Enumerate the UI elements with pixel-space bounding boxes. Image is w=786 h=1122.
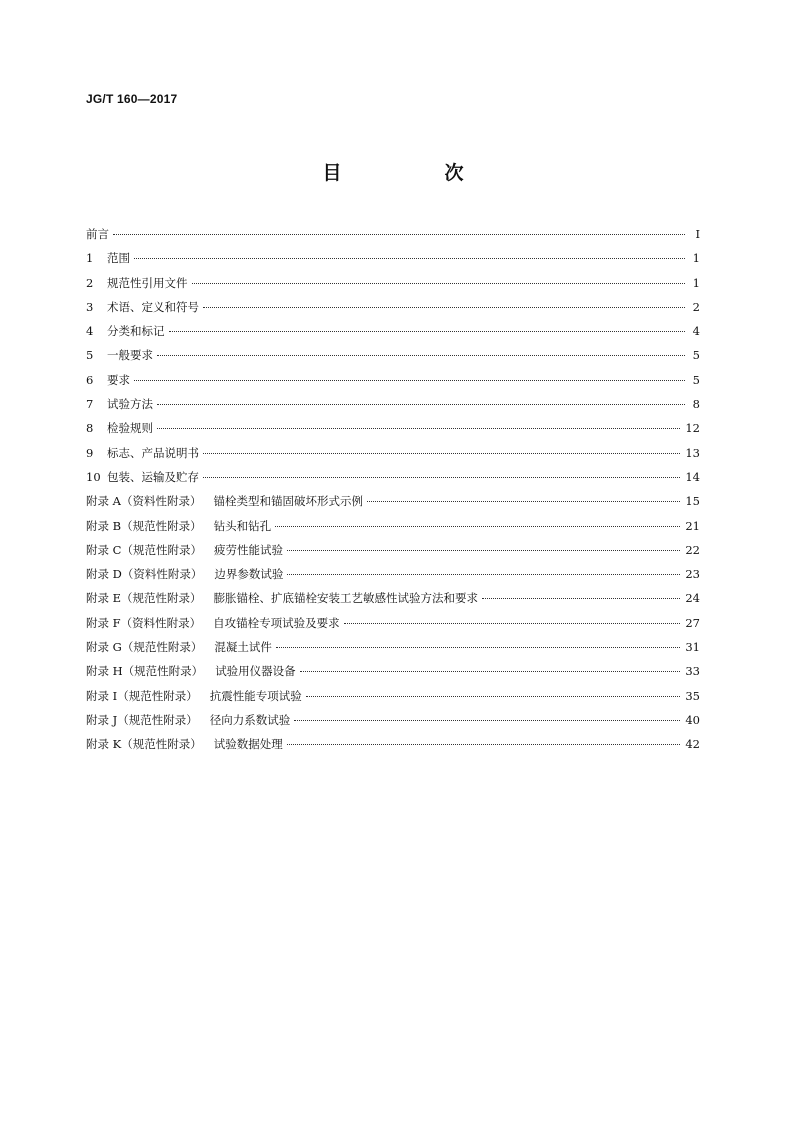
- toc-entry-page-number: 42: [685, 737, 700, 752]
- toc-entry-title: 抗震性能专项试验: [209, 688, 302, 703]
- toc-entry[interactable]: [86, 708, 700, 732]
- toc-dot-leader: [157, 404, 685, 405]
- toc-dot-leader: [134, 258, 685, 259]
- toc-entry-page-number: 24: [685, 591, 700, 606]
- toc-entry-title: 膨胀锚栓、扩底锚栓安装工艺敏感性试验方法和要求: [213, 591, 479, 606]
- toc-entry-title: 边界参数试验: [214, 567, 284, 582]
- toc-entry-title: 包装、运输及贮存: [107, 469, 199, 484]
- toc-entry-appendix-label: 附录 H（规范性附录）: [86, 664, 204, 679]
- toc-entry-page-number: 1: [692, 275, 700, 290]
- toc-entry-title: 试验数据处理: [213, 737, 283, 752]
- toc-entry-title: 术语、定义和符号: [107, 299, 199, 314]
- toc-entry-title: 钻头和钻孔: [213, 518, 272, 533]
- toc-entry-title: 检验规则: [107, 421, 153, 436]
- toc-entry-number: 2: [86, 275, 94, 290]
- toc-entry[interactable]: [86, 562, 700, 586]
- toc-dot-leader: [287, 744, 681, 745]
- toc-entry-page-number: 21: [685, 518, 700, 533]
- toc-entry-title: 锚栓类型和锚固破坏形式示例: [213, 494, 363, 509]
- toc-entry[interactable]: [86, 246, 700, 270]
- toc-entry[interactable]: [86, 635, 700, 659]
- toc-entry-number: 7: [86, 397, 94, 412]
- toc-entry-title: 规范性引用文件: [107, 275, 188, 290]
- toc-entry[interactable]: [86, 416, 700, 440]
- toc-entry-page-number: 14: [685, 469, 700, 484]
- toc-entry-number: 8: [86, 421, 94, 436]
- toc-entry[interactable]: [86, 684, 700, 708]
- toc-entry-page-number: 15: [685, 494, 700, 509]
- toc-entry-number: 10: [86, 469, 101, 484]
- toc-entry-title: 分类和标记: [107, 324, 165, 339]
- toc-entry-title: 自攻锚栓专项试验及要求: [213, 615, 340, 630]
- toc-entry-appendix-label: 附录 K（规范性附录）: [86, 737, 202, 752]
- toc-entry-page-number: 5: [692, 348, 700, 363]
- toc-dot-leader: [113, 234, 685, 235]
- toc-dot-leader: [157, 428, 680, 429]
- toc-entry-page-number: 27: [685, 615, 700, 630]
- toc-entry[interactable]: [86, 441, 700, 465]
- toc-dot-leader: [157, 355, 685, 356]
- toc-entry[interactable]: [86, 586, 700, 610]
- toc-dot-leader: [287, 574, 680, 575]
- toc-entry-page-number: 40: [685, 712, 700, 727]
- toc-entry-title: 范围: [107, 251, 130, 266]
- toc-entry-page-number: 4: [692, 324, 700, 339]
- toc-dot-leader: [344, 623, 681, 624]
- toc-entry-appendix-label: 附录 C（规范性附录）: [86, 542, 202, 557]
- toc-dot-leader: [306, 696, 681, 697]
- toc-entry[interactable]: [86, 343, 700, 367]
- toc-dot-leader: [482, 598, 680, 599]
- toc-entry[interactable]: [86, 295, 700, 319]
- toc-dot-leader: [287, 550, 680, 551]
- toc-entry[interactable]: [86, 538, 700, 562]
- page-title: 目 次: [322, 162, 506, 184]
- toc-entry-page-number: 12: [685, 421, 700, 436]
- toc-entry-title: 一般要求: [107, 348, 153, 363]
- toc-entry-title: 试验方法: [107, 397, 153, 412]
- toc-entry-title: 试验用仪器设备: [215, 664, 296, 679]
- toc-entry-page-number: 33: [685, 664, 700, 679]
- toc-dot-leader: [203, 477, 680, 478]
- toc-entry-title: 径向力系数试验: [209, 712, 291, 727]
- toc-entry-appendix-label: 附录 I（规范性附录）: [86, 688, 198, 703]
- toc-entry[interactable]: [86, 659, 700, 683]
- toc-entry-number: 9: [86, 445, 94, 460]
- toc-entry[interactable]: [86, 611, 700, 635]
- toc-dot-leader: [134, 380, 685, 381]
- toc-entry-appendix-label: 附录 J（规范性附录）: [86, 712, 198, 727]
- toc-entry-number: 1: [86, 251, 94, 266]
- toc-entry-appendix-label: 附录 E（规范性附录）: [86, 591, 202, 606]
- toc-entry[interactable]: [86, 489, 700, 513]
- toc-entry-page-number: 23: [685, 567, 700, 582]
- toc-dot-leader: [276, 647, 681, 648]
- toc-dot-leader: [367, 501, 680, 502]
- toc-entry[interactable]: [86, 368, 700, 392]
- toc-dot-leader: [300, 671, 681, 672]
- toc-entry-title: 疲劳性能试验: [213, 542, 283, 557]
- toc-entry-page-number: I: [695, 227, 700, 241]
- toc-entry-appendix-label: 附录 B（规范性附录）: [86, 518, 202, 533]
- toc-entry-title: 前言: [86, 227, 109, 241]
- toc-entry[interactable]: [86, 319, 700, 343]
- toc-entry-number: 5: [86, 348, 94, 363]
- toc-entry-title: 标志、产品说明书: [107, 445, 199, 460]
- toc-dot-leader: [203, 307, 685, 308]
- toc-entry-appendix-label: 附录 F（资料性附录）: [86, 615, 202, 630]
- toc-dot-leader: [294, 720, 680, 721]
- toc-entry-appendix-label: 附录 A（资料性附录）: [86, 494, 202, 509]
- toc-entry-page-number: 5: [692, 372, 700, 387]
- table-of-contents: [86, 222, 700, 757]
- toc-entry-page-number: 35: [685, 688, 700, 703]
- toc-entry-number: 3: [86, 299, 94, 314]
- toc-entry-title: 混凝土试件: [214, 640, 272, 655]
- toc-entry-page-number: 8: [692, 397, 700, 412]
- toc-entry[interactable]: [86, 514, 700, 538]
- toc-entry[interactable]: [86, 392, 700, 416]
- standard-code: JG/T 160—2017: [86, 92, 178, 106]
- toc-entry-page-number: 31: [685, 640, 700, 655]
- toc-entry-page-number: 13: [685, 445, 700, 460]
- toc-entry-page-number: 22: [685, 542, 700, 557]
- toc-entry-page-number: 1: [692, 251, 700, 266]
- toc-entry[interactable]: [86, 732, 700, 756]
- toc-entry-number: 6: [86, 372, 94, 387]
- toc-dot-leader: [203, 453, 680, 454]
- toc-entry[interactable]: [86, 271, 700, 295]
- toc-dot-leader: [169, 331, 686, 332]
- toc-entry-appendix-label: 附录 G（规范性附录）: [86, 640, 203, 655]
- toc-dot-leader: [275, 526, 680, 527]
- toc-entry-page-number: 2: [692, 299, 700, 314]
- toc-entry[interactable]: [86, 222, 700, 246]
- toc-entry-title: 要求: [107, 372, 130, 387]
- toc-dot-leader: [192, 283, 686, 284]
- toc-entry-number: 4: [86, 324, 94, 339]
- toc-entry-appendix-label: 附录 D（资料性附录）: [86, 567, 203, 582]
- toc-entry[interactable]: [86, 465, 700, 489]
